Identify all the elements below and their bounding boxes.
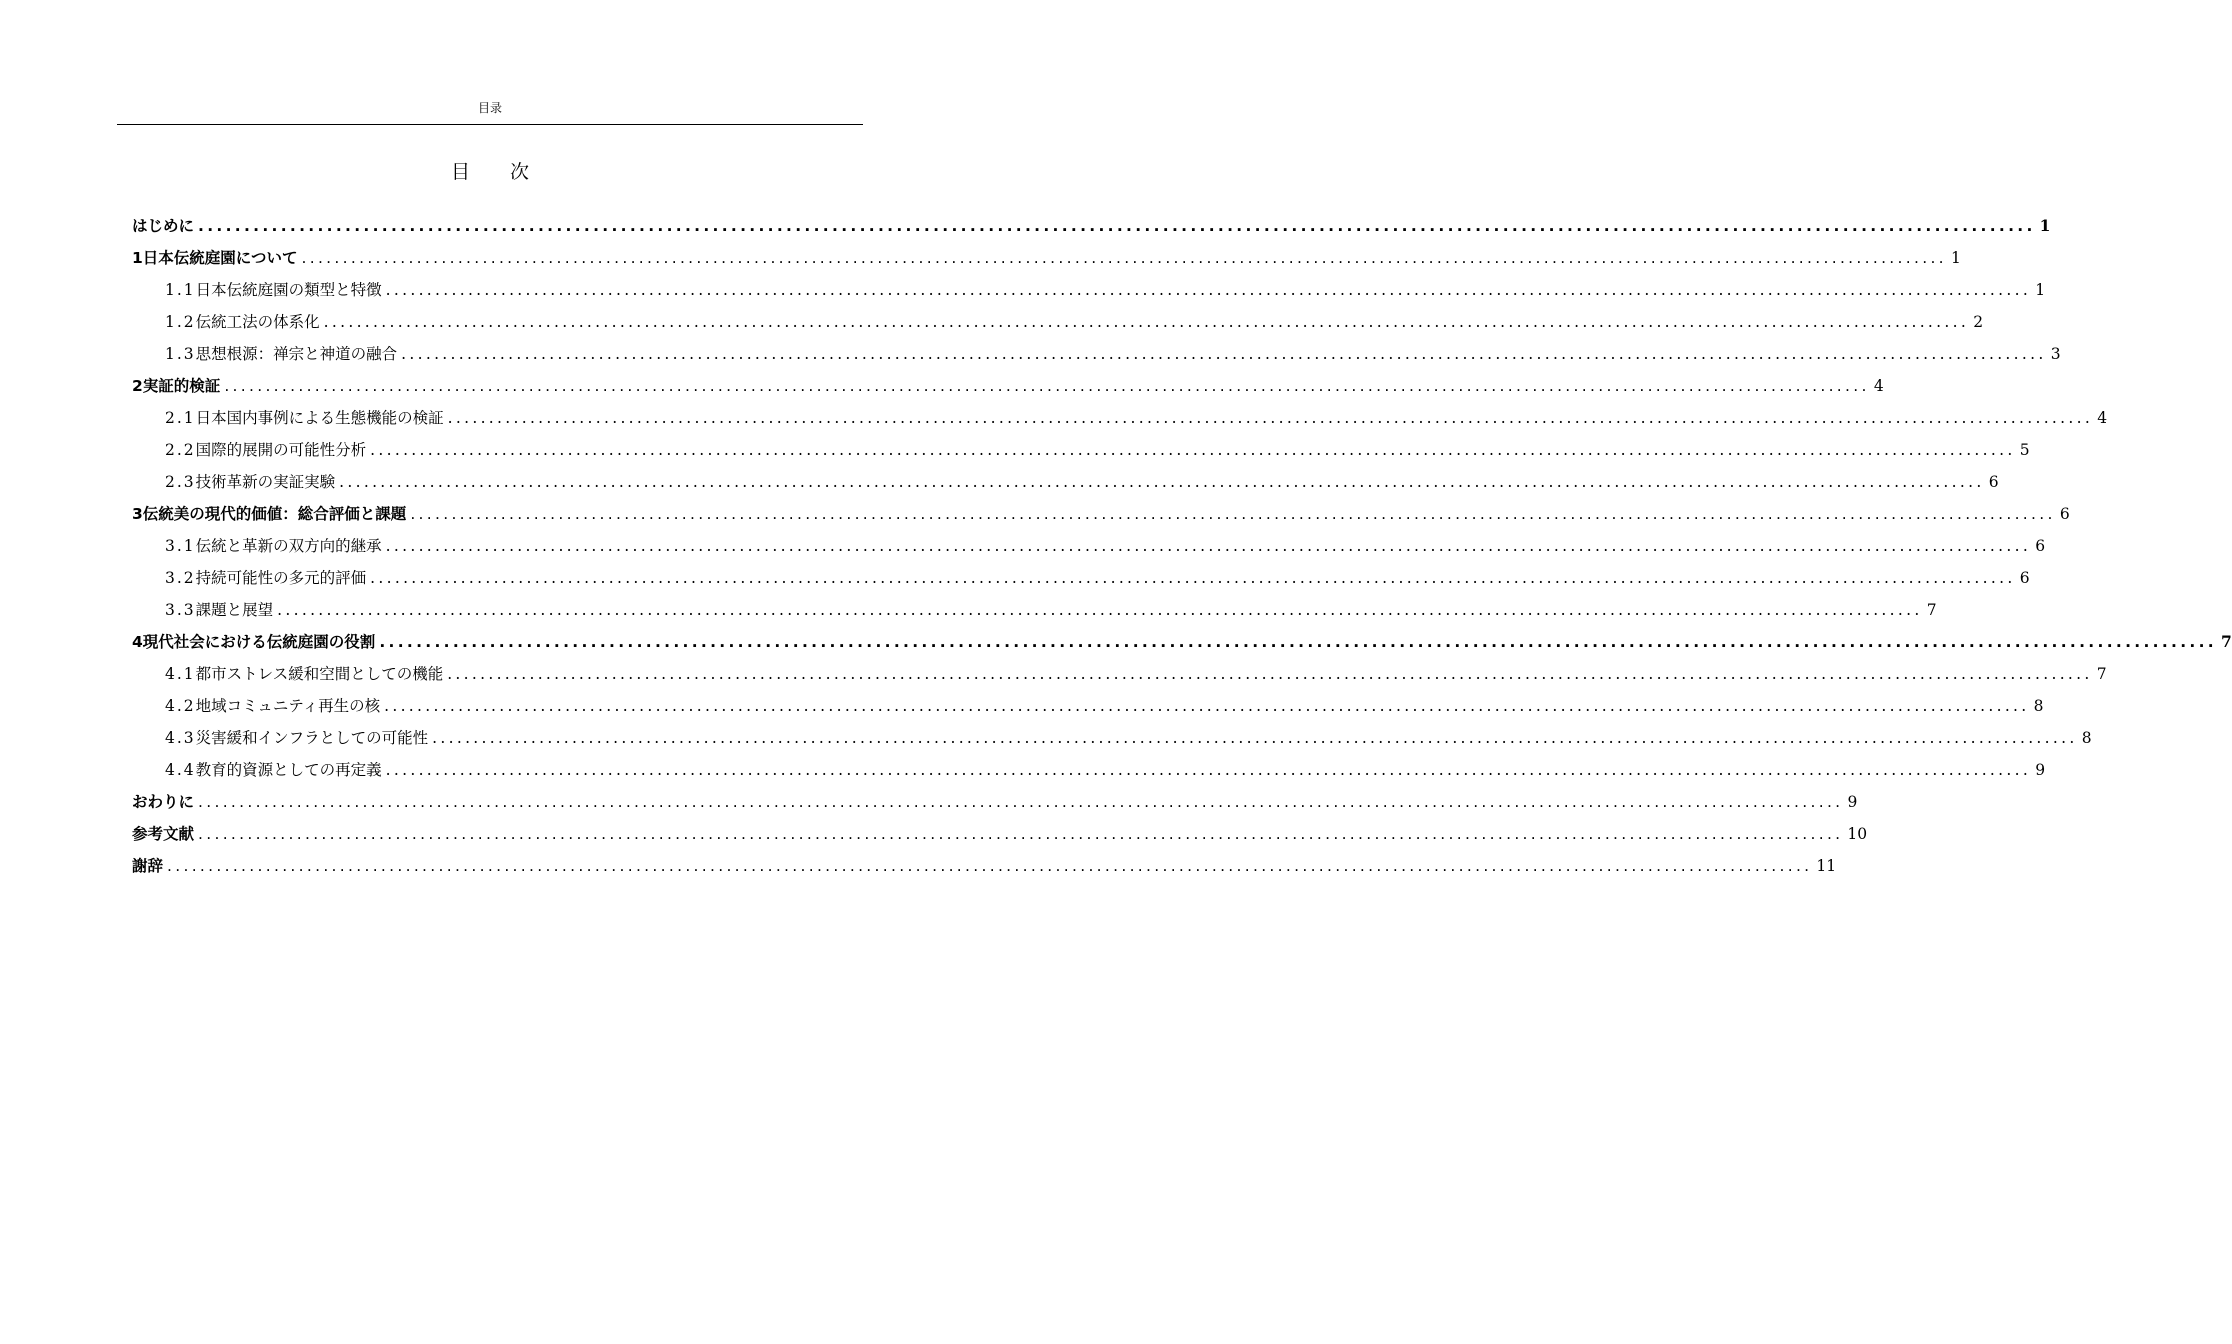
toc-entry-label: 持続可能性の多元的評価	[195, 569, 367, 587]
toc-entry-label: おわりに	[132, 793, 195, 811]
toc-entry[interactable]	[132, 338, 2061, 370]
toc-entry-label: 現代社会における伝統庭園の役割	[142, 633, 376, 651]
toc-dot-leader: ........................................................................................................................................................................................................	[198, 825, 1844, 843]
toc-dot-leader: ........................................................................................................................................................................................................	[447, 665, 2093, 683]
toc-entry-label: 謝辞	[132, 857, 164, 875]
toc-entry[interactable]	[132, 466, 1999, 498]
toc-entry-number: 4.2	[165, 697, 196, 715]
toc-entry-label: 教育的資源としての再定義	[195, 761, 382, 779]
toc-dot-leader: ........................................................................................................................................................................................................	[385, 281, 2032, 299]
toc-entry-page: 7	[2096, 665, 2107, 683]
toc-dot-leader: ........................................................................................................................................................................................................	[385, 537, 2032, 555]
toc-entry[interactable]	[132, 626, 2232, 658]
toc-entry-page: 5	[2019, 441, 2030, 459]
toc-entry[interactable]	[132, 370, 1884, 402]
toc-dot-leader: ........................................................................................................................................................................................................	[432, 729, 2078, 747]
toc-entry-number: 3.1	[165, 537, 196, 555]
toc-entry-number: 4.4	[165, 761, 196, 779]
toc-entry-label: 伝統工法の体系化	[195, 313, 320, 331]
toc-dot-leader: ........................................................................................................................................................................................................	[410, 505, 2056, 523]
toc-entry-label: 日本伝統庭園について	[142, 249, 298, 267]
toc-entry-label: 日本国内事例による生態機能の検証	[195, 409, 444, 427]
toc-entry[interactable]	[132, 402, 2108, 434]
toc-entry[interactable]	[132, 658, 2107, 690]
toc-entry[interactable]	[132, 498, 2070, 530]
toc-dot-leader: ........................................................................................................................................................................................................	[224, 377, 1870, 395]
toc-entry-page: 1	[2035, 281, 2046, 299]
toc-entry-number: 4	[132, 633, 143, 651]
toc-entry-page: 6	[1988, 473, 1999, 491]
toc-entry-page: 8	[2033, 697, 2044, 715]
toc-entry[interactable]	[132, 434, 2030, 466]
toc-entry[interactable]	[132, 754, 2046, 786]
toc-entry-label: 参考文献	[132, 825, 195, 843]
toc-entry[interactable]	[132, 818, 1868, 850]
toc-dot-leader: ........................................................................................................................................................................................................	[339, 473, 1985, 491]
toc-dot-leader: ........................................................................................................................................................................................................	[198, 793, 1844, 811]
toc-dot-leader: ........................................................................................................................................................................................................	[301, 249, 1947, 267]
toc-entry-page: 6	[2019, 569, 2030, 587]
toc-entry[interactable]	[132, 786, 1858, 818]
toc-entry-page: 1	[1951, 249, 1961, 267]
toc-title: 目次	[450, 161, 569, 183]
running-header: 目录	[477, 101, 502, 115]
toc-dot-leader: ........................................................................................................................................................................................................	[370, 569, 2016, 587]
toc-entry-number: 1.1	[165, 281, 196, 299]
toc-entry-page: 1	[2039, 216, 2051, 235]
toc-entry-label: 国際的展開の可能性分析	[195, 441, 367, 459]
toc-entry[interactable]	[132, 274, 2046, 306]
toc-entry[interactable]	[132, 850, 1837, 882]
toc-dot-leader: ........................................................................................................................................................................................................	[379, 633, 2217, 651]
toc-entry-page: 3	[2050, 345, 2061, 363]
toc-entry-label: はじめに	[132, 217, 195, 235]
toc-dot-leader: ........................................................................................................................................................................................................	[198, 217, 2036, 235]
toc-dot-leader: ........................................................................................................................................................................................................	[401, 345, 2047, 363]
toc-entry-page: 8	[2081, 729, 2092, 747]
toc-entry-page: 6	[2035, 537, 2046, 555]
toc-entry-number: 1	[132, 249, 143, 267]
toc-entry-label: 思想根源：禅宗と神道の融合	[195, 345, 398, 363]
toc-dot-leader: ........................................................................................................................................................................................................	[167, 857, 1813, 875]
toc-entry[interactable]	[132, 594, 1937, 626]
toc-entry[interactable]	[132, 722, 2092, 754]
toc-entry-page: 10	[1847, 825, 1868, 843]
toc-entry-page: 9	[2035, 761, 2046, 779]
toc-entry-page: 6	[2059, 505, 2070, 523]
toc-dot-leader: ........................................................................................................................................................................................................	[385, 761, 2032, 779]
toc-entry-page: 7	[2220, 632, 2232, 651]
toc-entry-number: 2.2	[165, 441, 196, 459]
toc-entry-page: 11	[1816, 857, 1837, 875]
toc-entry-page: 4	[1873, 377, 1884, 395]
toc-entry-number: 1.2	[165, 313, 196, 331]
toc-entry[interactable]	[132, 690, 2044, 722]
toc-entry-label: 地域コミュニティ再生の核	[195, 697, 381, 715]
toc-entry-label: 伝統美の現代的価値：総合評価と課題	[142, 505, 407, 523]
toc-entry-label: 伝統と革新の双方向的継承	[195, 537, 382, 555]
toc-entry-label: 技術革新の実証実験	[195, 473, 336, 491]
toc-entry[interactable]	[132, 562, 2030, 594]
toc-entry-number: 1.3	[165, 345, 196, 363]
toc-entry[interactable]	[132, 306, 1984, 338]
toc-entry-page: 9	[1847, 793, 1858, 811]
toc-entry[interactable]	[132, 530, 2046, 562]
toc-entry-number: 3.2	[165, 569, 196, 587]
header-rule	[117, 124, 863, 125]
toc-entry-label: 都市ストレス緩和空間としての機能	[195, 665, 444, 683]
toc-entry-number: 2.3	[165, 473, 196, 491]
toc-entry-page: 4	[2097, 409, 2108, 427]
toc-entry-label: 実証的検証	[142, 377, 221, 395]
toc-entry-number: 4.3	[165, 729, 196, 747]
toc-entry-label: 課題と展望	[195, 601, 274, 619]
toc-dot-leader: ........................................................................................................................................................................................................	[323, 313, 1970, 331]
toc-entry-number: 2.1	[165, 409, 196, 427]
toc-entry[interactable]	[132, 242, 1961, 274]
toc-entry-number: 2	[132, 377, 143, 395]
toc-entry-page: 2	[1973, 313, 1984, 331]
table-of-contents	[132, 210, 2232, 882]
toc-entry-number: 4.1	[165, 665, 196, 683]
toc-entry-label: 災害緩和インフラとしての可能性	[195, 729, 429, 747]
toc-entry-label: 日本伝統庭園の類型と特徴	[195, 281, 382, 299]
toc-dot-leader: ........................................................................................................................................................................................................	[384, 697, 2030, 715]
toc-dot-leader: ........................................................................................................................................................................................................	[447, 409, 2094, 427]
toc-dot-leader: ........................................................................................................................................................................................................	[370, 441, 2016, 459]
toc-entry-number: 3.3	[165, 601, 196, 619]
toc-entry-page: 7	[1926, 601, 1937, 619]
toc-dot-leader: ........................................................................................................................................................................................................	[277, 601, 1923, 619]
toc-entry[interactable]	[132, 210, 2051, 242]
toc-entry-number: 3	[132, 505, 143, 523]
